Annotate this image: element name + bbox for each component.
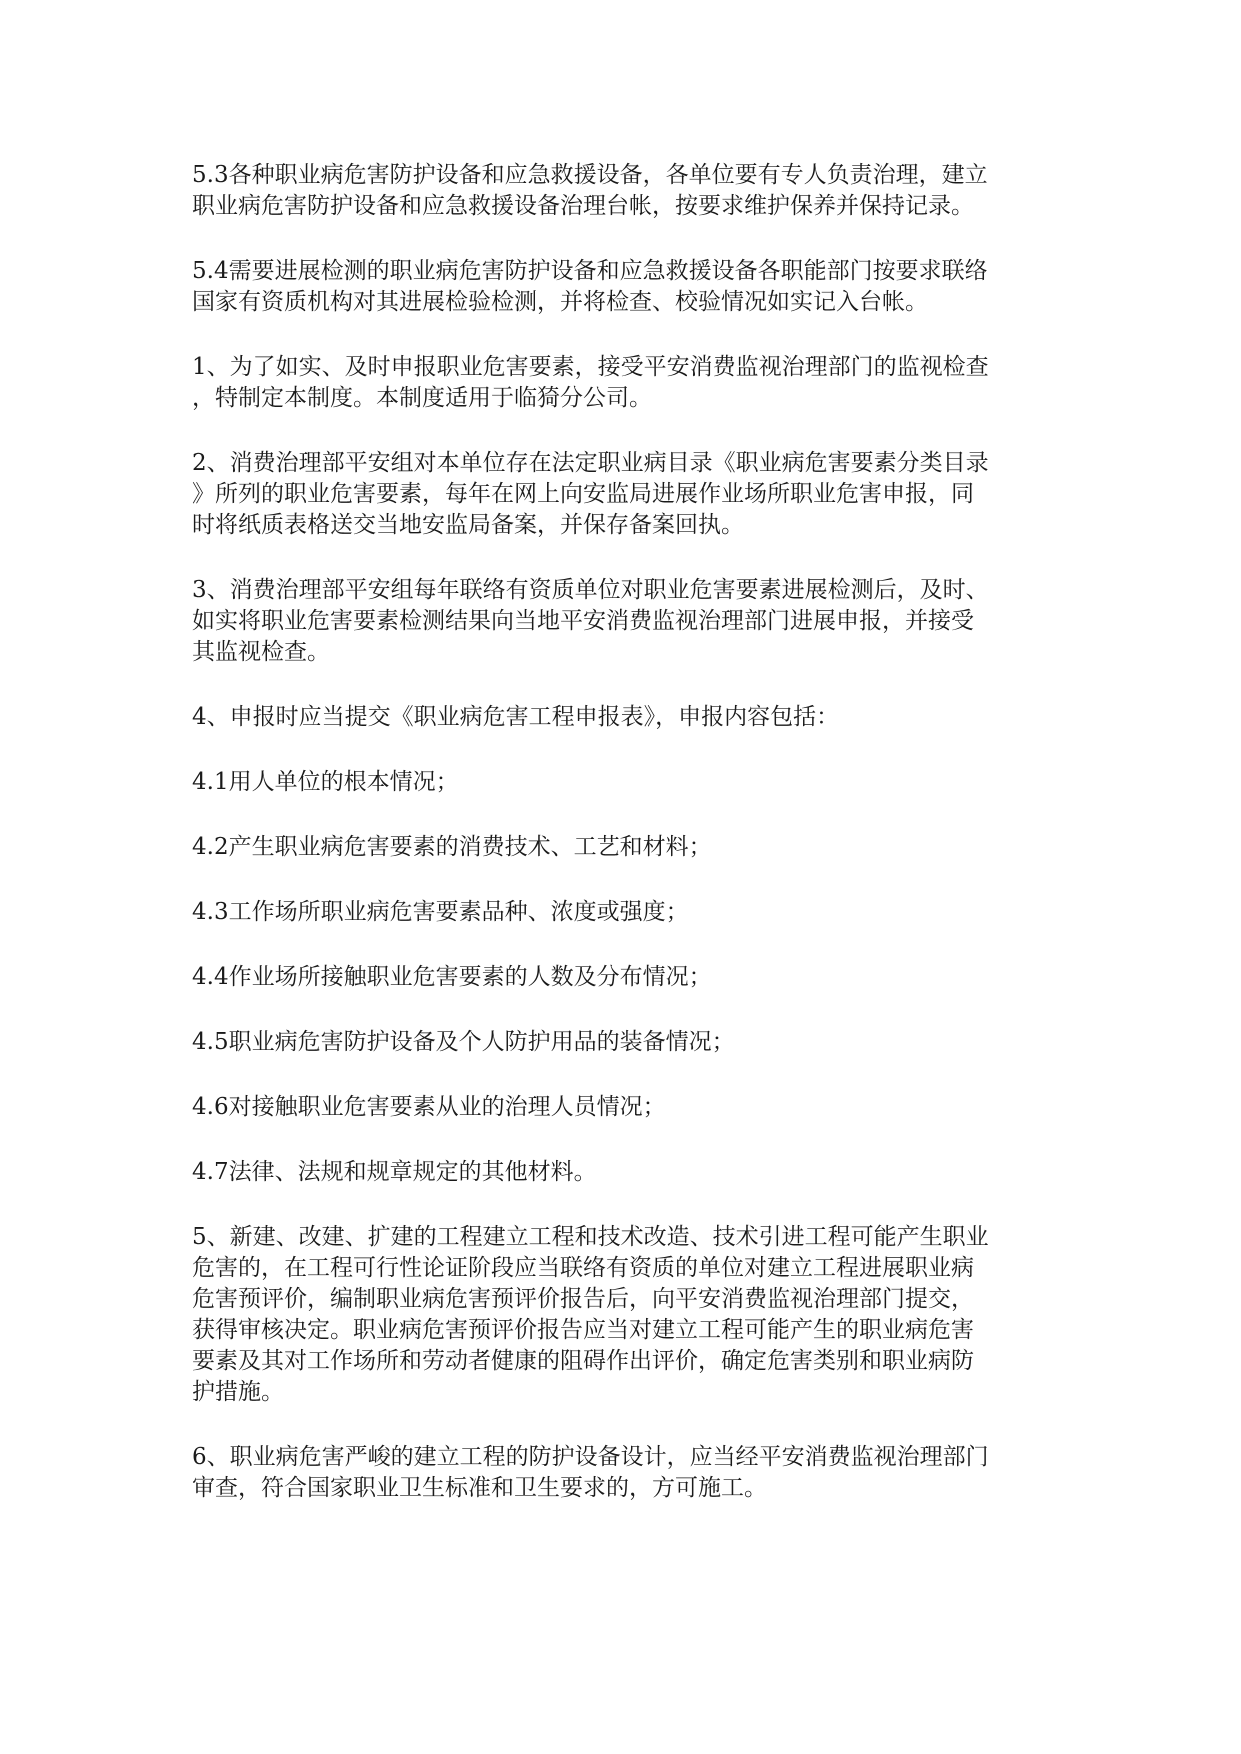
- paragraph-2: 2、消费治理部平安组对本单位存在法定职业病目录《职业病危害要素分类目录 》所列的职业危害要素，每年在网上向安监局进展作业场所职业危害申报，同 时将纸质表格送交当地安监局备案，并保存备案回执。: [192, 450, 989, 538]
- paragraph-3: 3、消费治理部平安组每年联络有资质单位对职业危害要素进展检测后，及时、 如实将职业危害要素检测结果向当地平安消费监视治理部门进展申报，并接受 其监视检查。: [192, 577, 989, 665]
- paragraph-5-4: 5.4需要进展检测的职业病危害防护设备和应急救援设备各职能部门按要求联络 国家有资质机构对其进展检验检测，并将检查、校验情况如实记入台帐。: [192, 258, 988, 315]
- paragraph-4-6: 4.6对接触职业危害要素从业的治理人员情况；: [192, 1094, 666, 1120]
- paragraph-1: 1、为了如实、及时申报职业危害要素，接受平安消费监视治理部门的监视检查 ，特制定本制度。本制度适用于临猗分公司。: [192, 354, 989, 411]
- paragraph-4-3: 4.3工作场所职业病危害要素品种、浓度或强度；: [192, 899, 689, 925]
- paragraph-4-1: 4.1用人单位的根本情况；: [192, 769, 459, 795]
- paragraph-4-2: 4.2产生职业病危害要素的消费技术、工艺和材料；: [192, 834, 712, 860]
- paragraph-4-4: 4.4作业场所接触职业危害要素的人数及分布情况；: [192, 964, 712, 990]
- paragraph-6: 6、职业病危害严峻的建立工程的防护设备设计，应当经平安消费监视治理部门 审查，符合国家职业卫生标准和卫生要求的，方可施工。: [192, 1444, 989, 1501]
- paragraph-4-7: 4.7法律、法规和规章规定的其他材料。: [192, 1159, 597, 1185]
- paragraph-4-5: 4.5职业病危害防护设备及个人防护用品的装备情况；: [192, 1029, 735, 1055]
- paragraph-5: 5、新建、改建、扩建的工程建立工程和技术改造、技术引进工程可能产生职业 危害的，在工程可行性论证阶段应当联络有资质的单位对建立工程进展职业病 危害预评价，编制职业病危害预评价报告后，向平安消费监视治理部门提交， 获得审核决定。职业病危害预评价报告应当对建立工程可能产生的职业病危害 要素及其对工作场所和劳动者健康的阻碍作出评价，确定危害类别和职业病防 护措施。: [192, 1224, 989, 1405]
- paragraph-4: 4、申报时应当提交《职业病危害工程申报表》，申报内容包括：: [192, 704, 840, 730]
- paragraph-5-3: 5.3各种职业病危害防护设备和应急救援设备，各单位要有专人负责治理，建立 职业病危害防护设备和应急救援设备治理台帐，按要求维护保养并保持记录。: [192, 162, 988, 219]
- document-body: [192, 160, 1062, 1538]
